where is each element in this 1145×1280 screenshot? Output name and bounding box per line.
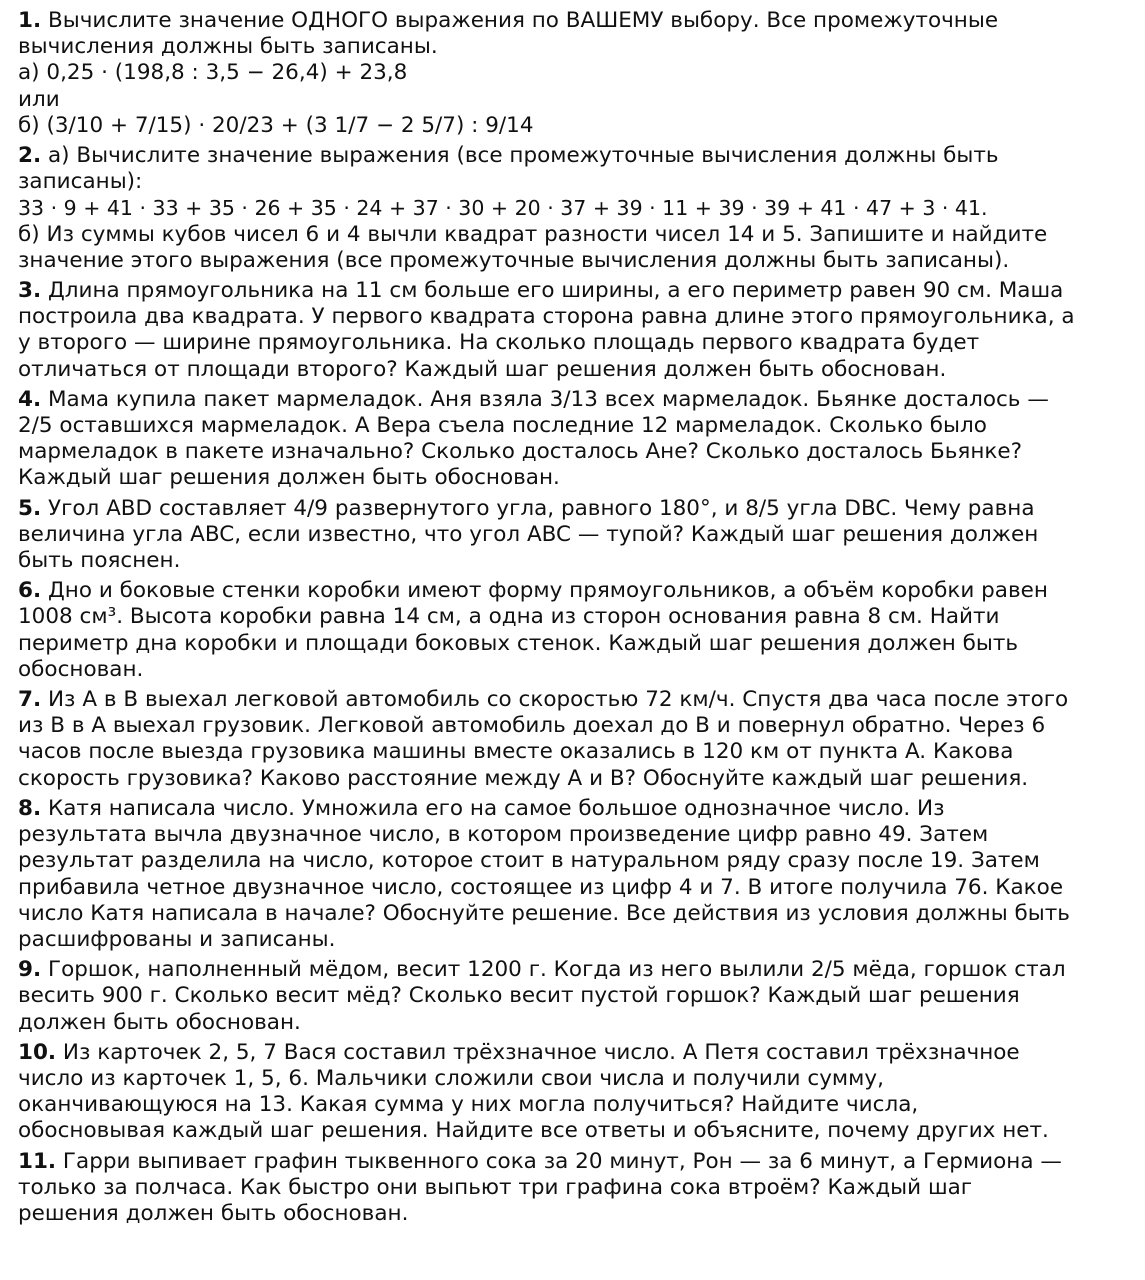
- problem-line: прибавила четное двузначное число, состоящее из цифр 4 и 7. В итоге получила 76. Какое: [18, 874, 1064, 900]
- problem-line: быть пояснен.: [18, 548, 181, 574]
- problem-number: 6.: [18, 578, 42, 604]
- problem-number: 2.: [18, 143, 42, 169]
- problem-text: Горшок, наполненный мёдом, весит 1200 г. Когда из него вылили 2/5 мёда, горшок стал: [41, 957, 1066, 983]
- problem-line: [18, 278, 1135, 304]
- problem-line: расшифрованы и записаны.: [18, 926, 336, 952]
- problem-text: Вычислите значение ОДНОГО выражения по ВАШЕМУ выбору. Все промежуточные: [41, 8, 999, 33]
- problem-number: 8.: [18, 795, 42, 821]
- problem-line: [18, 143, 1135, 169]
- problem-line: [18, 796, 1135, 822]
- problem-line: обоснован.: [18, 656, 144, 682]
- problem-line: построила два квадрата. У первого квадрата сторона равна длине этого прямоугольника, а: [18, 304, 1075, 330]
- problem-line: [18, 1040, 1135, 1066]
- problem-line: оканчивающуюся на 13. Какая сумма у них могла получиться? Найдите числа,: [18, 1092, 919, 1118]
- problem-text: а) Вычислите значение выражения (все промежуточные вычисления должны быть: [41, 143, 999, 169]
- problem-text: Из карточек 2, 5, 7 Вася составил трёхзначное число. А Петя составил трёхзначное: [56, 1039, 1020, 1065]
- problem-text: Гарри выпивает графин тыквенного сока за 20 минут, Рон — за 6 минут, а Гермиона —: [56, 1148, 1062, 1174]
- problem-line: или: [18, 86, 60, 112]
- problem-7: [18, 687, 1135, 792]
- problem-line: Каждый шаг решения должен быть обоснован.: [18, 465, 560, 491]
- problem-text: Угол ABD составляет 4/9 развернутого угла, равного 180°, и 8/5 угла DBC. Чему равна: [41, 495, 1035, 521]
- problem-line: [18, 387, 1135, 413]
- problem-line: мармеладок в пакете изначально? Сколько досталось Ане? Сколько досталось Бьянке?: [18, 439, 1023, 465]
- problem-line: [18, 1149, 1135, 1175]
- problem-line: записаны):: [18, 169, 143, 195]
- problem-line: число Катя написала в начале? Обоснуйте решение. Все действия из условия должны быть: [18, 900, 1070, 926]
- problem-line: у второго — ширине прямоугольника. На сколько площадь первого квадрата будет: [18, 330, 980, 356]
- problem-number: 7.: [18, 687, 42, 713]
- problem-5: [18, 496, 1135, 575]
- problem-9: [18, 957, 1135, 1036]
- problem-line: величина угла ABC, если известно, что угол ABC — тупой? Каждый шаг решения должен: [18, 521, 1039, 547]
- problem-text: Дно и боковые стенки коробки имеют форму прямоугольников, а объём коробки равен: [41, 578, 1048, 604]
- problem-number: 10.: [18, 1039, 57, 1065]
- problem-text: Катя написала число. Умножила его на самое большое однозначное число. Из: [41, 795, 945, 821]
- problem-line: а) 0,25 · (198,8 : 3,5 − 26,4) + 23,8: [18, 60, 408, 86]
- problem-number: 4.: [18, 386, 42, 412]
- problem-number: 11.: [18, 1148, 57, 1174]
- problem-text: Мама купила пакет мармеладок. Аня взяла 3/13 всех мармеладок. Бьянке досталось —: [41, 386, 1049, 412]
- problem-line: должен быть обоснован.: [18, 1009, 301, 1035]
- problem-line: только за полчаса. Как быстро они выпьют три графина сока втроём? Каждый шаг: [18, 1174, 973, 1200]
- problem-line: [18, 957, 1135, 983]
- problem-number: 1.: [18, 8, 42, 33]
- problem-line: 1008 см³. Высота коробки равна 14 см, а одна из сторон основания равна 8 см. Найти: [18, 604, 1000, 630]
- problem-line: отличаться от площади второго? Каждый шаг решения должен быть обоснован.: [18, 356, 947, 382]
- problem-line: [18, 687, 1135, 713]
- problem-3: [18, 278, 1135, 383]
- problem-2: [18, 143, 1135, 274]
- problem-line: часов после выезда грузовика машины вместе оказались в 120 км от пункта A. Какова: [18, 739, 1014, 765]
- problem-line: [18, 496, 1135, 522]
- problem-1: [18, 8, 1135, 139]
- problem-line: из B в A выехал грузовик. Легковой автомобиль доехал до B и повернул обратно. Через 6: [18, 713, 1046, 739]
- problem-line: вычисления должны быть записаны.: [18, 34, 438, 60]
- problem-line: число из карточек 1, 5, 6. Мальчики сложили свои числа и получили сумму,: [18, 1065, 884, 1091]
- problem-number: 3.: [18, 278, 42, 304]
- problem-4: [18, 387, 1135, 492]
- problem-line: периметр дна коробки и площади боковых стенок. Каждый шаг решения должен быть: [18, 630, 1019, 656]
- problem-text: Длина прямоугольника на 11 см больше его ширины, а его периметр равен 90 см. Маша: [41, 278, 1064, 304]
- problem-line: решения должен быть обоснован.: [18, 1200, 409, 1226]
- problem-line: б) Из суммы кубов чисел 6 и 4 вычли квадрат разности чисел 14 и 5. Запишите и найдите: [18, 221, 1048, 247]
- problem-10: [18, 1040, 1135, 1145]
- problem-line: [18, 8, 1135, 34]
- problem-text: Из A в B выехал легковой автомобиль со скоростью 72 км/ч. Спустя два часа после этого: [41, 687, 1069, 713]
- problem-line: результат разделила на число, которое стоит в натуральном ряду сразу после 19. Затем: [18, 848, 1040, 874]
- problem-line: б) (3/10 + 7/15) · 20/23 + (3 1/7 − 2 5/7) : 9/14: [18, 112, 534, 138]
- problem-6: [18, 578, 1135, 683]
- problem-number: 5.: [18, 495, 42, 521]
- problem-8: [18, 796, 1135, 953]
- problem-line: 2/5 оставшихся мармеладок. А Вера съела последние 12 мармеладок. Сколько было: [18, 413, 987, 439]
- problem-line: обосновывая каждый шаг решения. Найдите все ответы и объясните, почему других нет.: [18, 1118, 1049, 1144]
- problem-line: результата вычла двузначное число, в котором произведение цифр равно 49. Затем: [18, 822, 989, 848]
- problem-line: скорость грузовика? Каково расстояние между A и B? Обоснуйте каждый шаг решения.: [18, 765, 1029, 791]
- problem-number: 9.: [18, 957, 42, 983]
- problem-line: весить 900 г. Сколько весит мёд? Сколько весит пустой горшок? Каждый шаг решения: [18, 983, 1020, 1009]
- problem-11: [18, 1149, 1135, 1228]
- problem-line: значение этого выражения (все промежуточные вычисления должны быть записаны).: [18, 247, 1010, 273]
- problem-line: 33 · 9 + 41 · 33 + 35 · 26 + 35 · 24 + 37 · 30 + 20 · 37 + 39 · 11 + 39 · 39 + 41 · 47 + 3 · 41.: [18, 196, 988, 221]
- problem-line: [18, 578, 1135, 604]
